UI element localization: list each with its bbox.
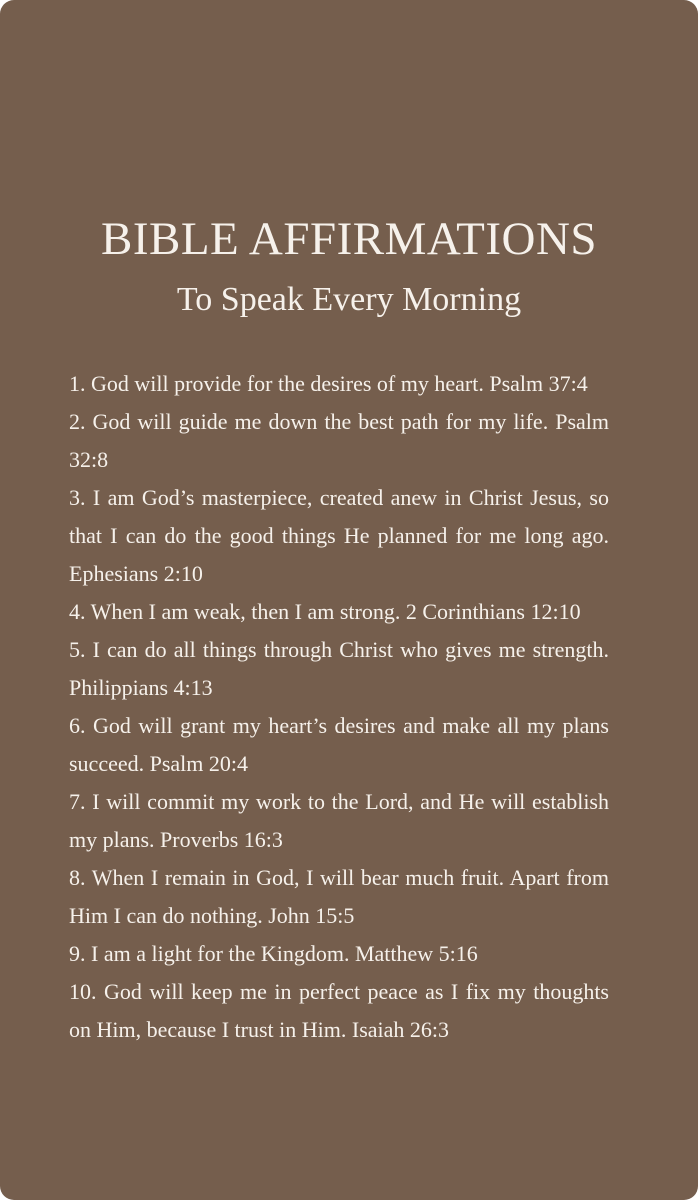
affirmation-list (69, 365, 609, 1049)
affirmation-item-7: 7. I will commit my work to the Lord, and He will establish my plans. Proverbs 16:3 (69, 789, 609, 852)
affirmation-item-1: 1. God will provide for the desires of my heart. Psalm 37:4 (69, 371, 588, 396)
affirmation-item-5: 5. I can do all things through Christ who gives me strength. Philippians 4:13 (69, 637, 609, 700)
affirmation-item-2: 2. God will guide me down the best path for my life. Psalm 32:8 (69, 409, 609, 472)
affirmation-item-8: 8. When I remain in God, I will bear much fruit. Apart from Him I can do nothing. John 15:5 (69, 865, 609, 928)
affirmation-item-9: 9. I am a light for the Kingdom. Matthew 5:16 (69, 941, 478, 966)
affirmation-item-10: 10. God will keep me in perfect peace as I fix my thoughts on Him, because I trust in Him. Isaiah 26:3 (69, 979, 609, 1042)
affirmation-item-4: 4. When I am weak, then I am strong. 2 Corinthians 12:10 (69, 599, 581, 624)
affirmation-item-3: 3. I am God’s masterpiece, created anew in Christ Jesus, so that I can do the good things He planned for me long ago. Ephesians 2:10 (69, 485, 609, 586)
page-title: BIBLE AFFIRMATIONS (100, 213, 598, 265)
page-subtitle: To Speak Every Morning (176, 281, 522, 318)
affirmation-item-6: 6. God will grant my heart’s desires and make all my plans succeed. Psalm 20:4 (69, 713, 609, 776)
